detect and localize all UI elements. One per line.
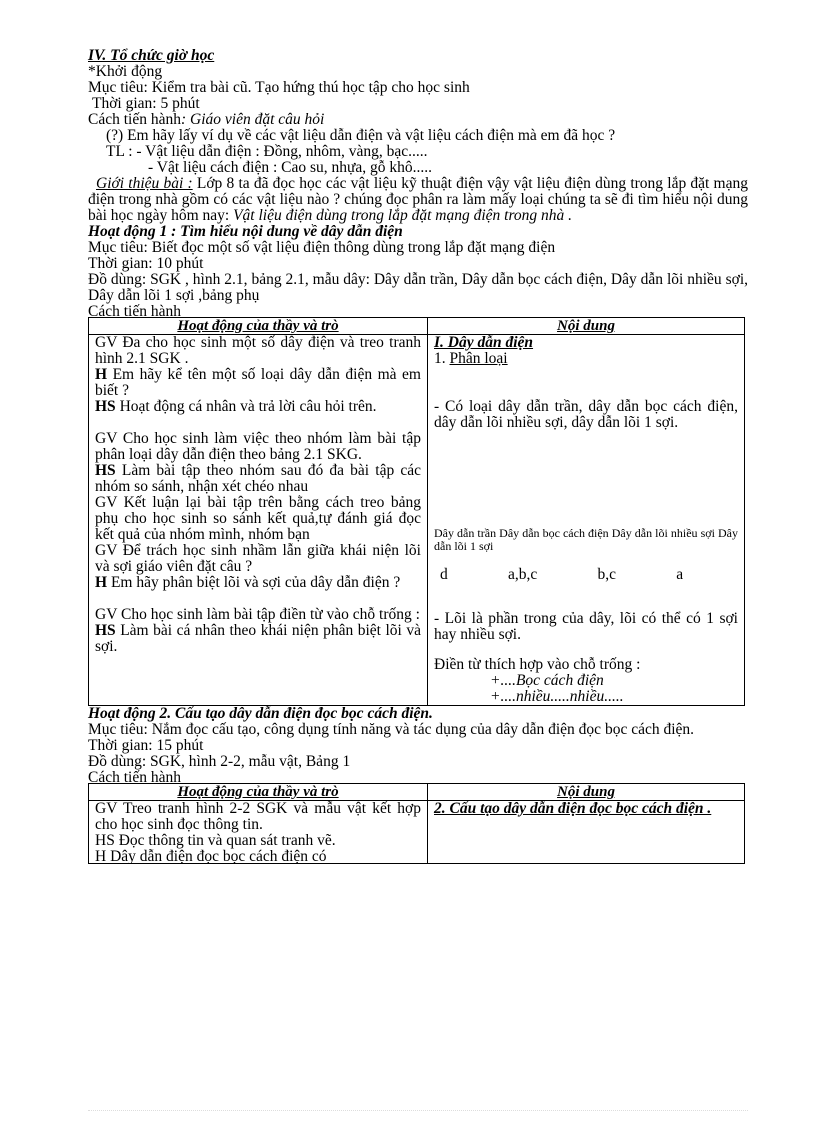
content-types: - Có loại dây dẫn trần, dây dẫn bọc cách điện, dây dẫn lõi nhiều sợi, dây dẫn lõi 1 sợi. [434,398,738,431]
table-header-row [89,318,745,335]
gv-step-4: GV Để trách học sinh nhầm lẫn giữa khái niện lõi và sợi giáo viên đặt câu ? [95,542,421,575]
table-header-row [89,784,745,801]
h-tag: H [95,574,108,591]
answer-cell: b,c [597,566,617,583]
hs-step-1 [95,399,421,415]
intro-label: Giới thiệu bài : [96,175,193,192]
table-header-activities: Hoạt động của thầy và trò [89,318,428,335]
warmup-label: *Khởi động [88,63,163,80]
activity1-objective: Mục tiêu: Biết đọc một số vật liệu điện thông dùng trong lắp đặt mạng điện [88,239,556,256]
hs-text: Làm bài tập theo nhóm sau đó đa bài tập các nhóm so sánh, nhận xét chéo nhau [95,462,421,495]
h-tag: H [95,366,108,383]
warmup-question: (?) Em hãy lấy ví dụ về các vật liệu dẫn điện và vật liệu cách điện mà em đã học ? [106,127,616,144]
activity2-table [88,783,745,864]
content-cell [428,801,745,864]
activity2-method: Cách tiến hành [88,770,181,783]
table-row [89,801,745,864]
hs-step-3 [95,623,421,655]
table-header-content: Nội dung [428,318,745,335]
lesson-page [88,48,748,864]
h-question-1 [95,367,421,399]
content-subtitle [434,351,738,367]
method-text: : Giáo viên đặt câu hỏi [180,111,325,128]
classification-header: Dây dẫn trần Dây dẫn bọc cách điện Dây dẫn lõi nhiều sợi Dây dẫn lõi 1 sợi [434,526,738,553]
h-text: Em hãy kể tên một số loại dây dẫn điện mà em biết ? [95,366,421,399]
answer-cell: a [676,566,684,583]
content-cell [428,335,745,706]
h-question-1: H Dây dẫn điện đọc bọc cách điện có [95,849,327,863]
intro-title: Vật liệu điện dùng trong lắp đặt mạng điện trong nhà . [233,207,573,224]
gv-step-3: GV Kết luận lại bài tập trên bằng cách treo bảng phụ cho học sinh so sánh kết quả,tự đánh giá đọc kết quả của nhóm mình, nhóm bạn [95,494,421,543]
content-section-title: 2. Cấu tạo dây dẫn điện đọc bọc cách điện . [434,800,712,817]
warmup-objective: Mục tiêu: Kiểm tra bài cũ. Tạo hứng thú học tập cho học sinh [88,79,470,96]
activity1-method: Cách tiến hành [88,304,181,317]
gv-step-5: GV Cho học sinh làm bài tập điền từ vào chỗ trống : [95,606,420,623]
gv-step-1: GV Treo tranh hình 2-2 SGK và mẫu vật kết hợp cho học sinh đọc thông tin. [95,800,421,833]
gv-step-2: GV Cho học sinh làm việc theo nhóm làm bài tập phân loại dây dẫn điện theo bảng 2.1 SKG. [95,430,421,463]
gv-step-1: GV Đa cho học sinh một số dây điện và treo tranh hình 2.1 SGK . [95,334,421,367]
activity1-title: Hoạt động 1 : Tìm hiểu nội dung về dây dẫn điện [88,223,403,240]
hs-text: Hoạt động cá nhân và trả lời câu hỏi trên. [115,398,377,415]
section-heading: IV. Tổ chức giờ học [88,47,215,64]
hs-text: Làm bài cá nhân theo khái niện phân biệt lõi và sợi. [95,622,421,655]
table-row [89,335,745,706]
activity1-table [88,317,745,706]
fill-answer-1: +....Bọc cách điện [490,672,604,689]
classification-answers [440,567,683,583]
activity2-title: Hoạt động 2. Cấu tạo dây dẫn điện đọc bọc cách điện. [88,705,433,722]
warmup-answer-2: - Vật liệu cách điện : Cao su, nhựa, gỗ khô..... [148,159,433,176]
answer-cell: a,b,c [508,566,538,583]
warmup-method [88,112,748,128]
content-core-definition: - Lõi là phần trong của dây, lõi có thể có 1 sợi hay nhiều sợi. [434,610,738,643]
activity2-materials: Đồ dùng: SGK, hình 2-2, mẫu vật, Bảng 1 [88,753,351,770]
activity2-objective: Mục tiêu: Nắm đọc cấu tạo, công dụng tính năng và tác dụng của dây dẫn điện đọc bọc cách điện. [88,721,695,738]
hs-tag: HS [95,398,116,415]
activity2-time: Thời gian: 15 phút [88,737,204,754]
table-header-content: Nội dung [428,784,745,801]
method-label: Cách tiến hành [88,111,181,128]
subtitle-number: 1. [434,350,450,367]
answer-cell: d [440,566,448,583]
page-footer-divider [88,1110,748,1111]
activity1-materials: Đồ dùng: SGK , hình 2.1, bảng 2.1, mẫu dây: Dây dẫn trần, Dây dẫn bọc cách điện, Dây dẫn lõi nhiều sợi, Dây dẫn lõi 1 sợi ,bảng phụ [88,271,748,304]
fill-title: Điền từ thích hợp vào chỗ trống : [434,656,641,673]
warmup-time: Thời gian: 5 phút [92,95,200,112]
hs-tag: HS [95,462,116,479]
hs-tag: HS [95,622,116,639]
warmup-answer-1: TL : - Vật liệu dẫn điện : Đồng, nhôm, vàng, bạc..... [106,143,428,160]
intro-paragraph [88,176,748,224]
activities-cell [89,335,428,706]
activities-cell [89,801,428,864]
table-header-activities: Hoạt động của thầy và trò [89,784,428,801]
hs-step-2 [95,463,421,495]
intro-text: Lớp 8 ta đã đọc học các vật liệu kỹ thuật điện vậy vật liệu điện dùng trong lắp đặt mạng điện trong nhà gồm có các vật liệu nào ? chúng đọc phân ra làm mấy loại chúng ta sẽ đi tìm hiểu nội dung bài học ngày hôm nay: [88,175,748,224]
activity1-time: Thời gian: 10 phút [88,255,204,272]
fill-answer-2: +....nhiều.....nhiều..... [490,688,624,705]
h-question-2 [95,575,421,591]
content-section-title: I. Dây dẫn điện [434,334,534,351]
hs-step-1: HS Đọc thông tin và quan sát tranh vẽ. [95,832,336,849]
subtitle-text: Phân loại [449,350,508,367]
h-text: Em hãy phân biệt lõi và sợi của dây dẫn điện ? [107,574,401,591]
